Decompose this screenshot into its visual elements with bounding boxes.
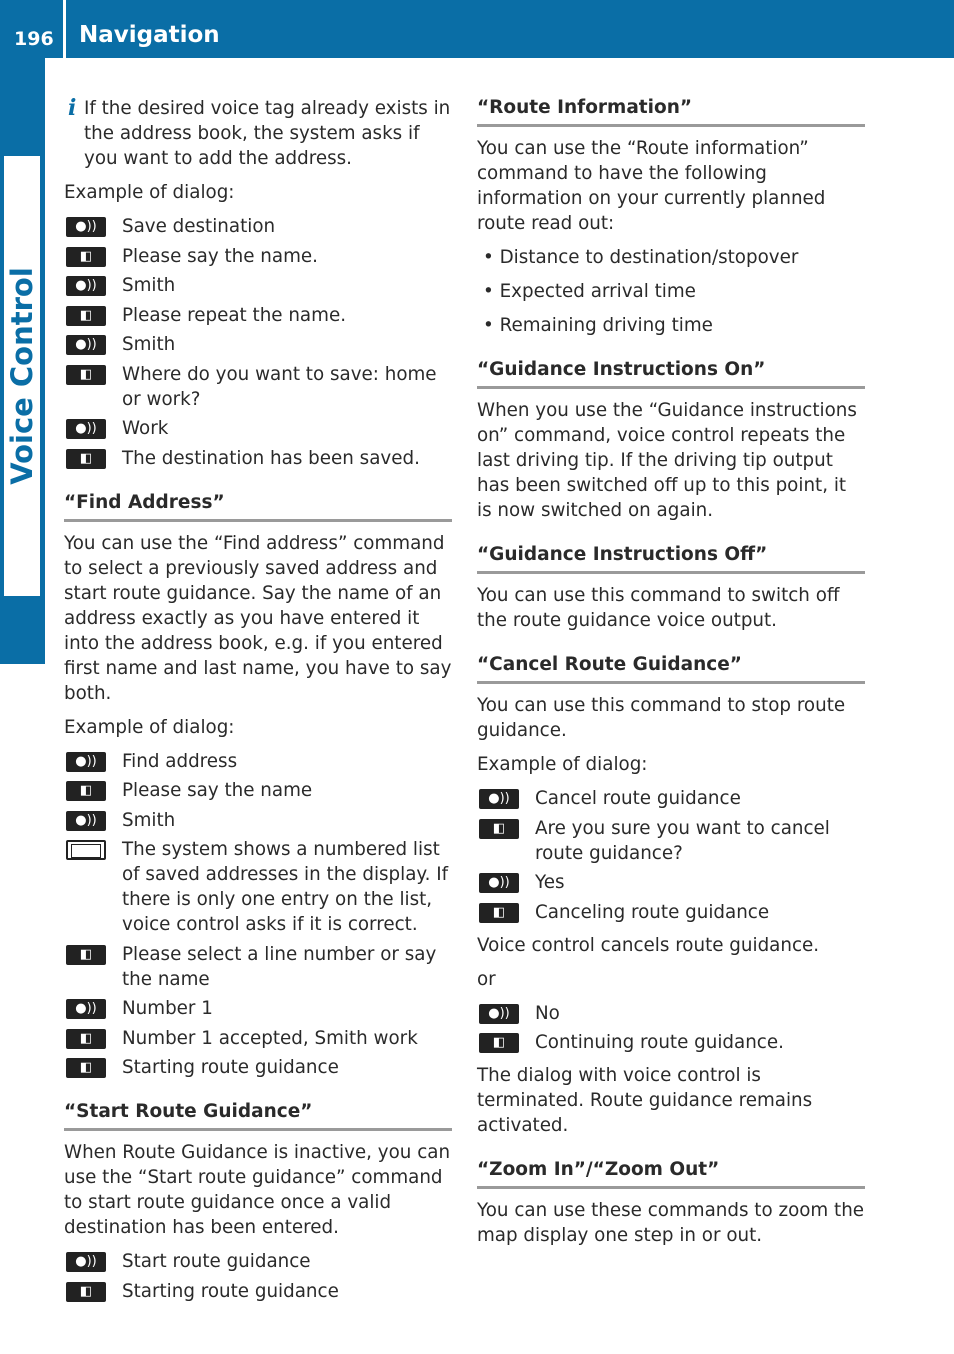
dialog-row bbox=[64, 362, 452, 412]
dialog-row bbox=[64, 332, 452, 357]
dialog-text: The system shows a numbered list of saved addresses in the display. If there is only one entry on the list, voice control asks if it is correct. bbox=[122, 839, 449, 935]
info-icon: i bbox=[68, 95, 77, 121]
speaker-output-icon: ◧ bbox=[64, 244, 122, 269]
dialog-text: Save destination bbox=[122, 216, 276, 237]
speaker-output-icon: ◧ bbox=[64, 1055, 122, 1080]
section-title-start-route: “Start Route Guidance” bbox=[64, 1100, 452, 1131]
dialog-text: Start route guidance bbox=[122, 1251, 311, 1272]
speaker-output-icon: ◧ bbox=[64, 303, 122, 328]
dialog-row bbox=[64, 1055, 452, 1080]
speaker-output-icon: ◧ bbox=[64, 1279, 122, 1304]
speaker-output-icon: ◧ bbox=[477, 816, 535, 841]
start-route-body: When Route Guidance is inactive, you can use the “Start route guidance” command to start route guidance once a valid destination has been entered. bbox=[64, 1142, 451, 1238]
dialog-text: Please repeat the name. bbox=[122, 304, 346, 326]
speaker-output-icon: ◧ bbox=[64, 446, 122, 471]
or-label: or bbox=[477, 968, 496, 990]
dialog-row bbox=[64, 1249, 452, 1274]
guidance-off-body: You can use this command to switch off the route guidance voice output. bbox=[477, 585, 840, 631]
info-note bbox=[64, 96, 452, 171]
section-title-zoom: “Zoom In”/“Zoom Out” bbox=[477, 1158, 865, 1189]
dialog-text: Smith bbox=[122, 809, 176, 831]
dialog-row bbox=[477, 1030, 865, 1055]
dialog-text: No bbox=[535, 1002, 560, 1024]
voice-command-icon: ●)) bbox=[477, 1001, 535, 1026]
section-title-cancel-route: “Cancel Route Guidance” bbox=[477, 653, 865, 684]
dialog-save-destination bbox=[64, 214, 452, 471]
dialog-row bbox=[64, 996, 452, 1021]
find-address-body: You can use the “Find address” command to select a previously saved address and start route guidance. Say the name of an address exactly as you have entered it into the address book, e.g. if you entered first name and last name, you have to say both. bbox=[64, 532, 452, 704]
dialog-text: Number 1 accepted, Smith work bbox=[122, 1027, 418, 1049]
page-number: 196 bbox=[14, 28, 54, 50]
dialog-text: Yes bbox=[535, 872, 565, 893]
dialog-row bbox=[477, 816, 865, 866]
side-tab-label: Voice Control bbox=[4, 156, 40, 596]
dialog-text: Number 1 bbox=[122, 998, 213, 1019]
dialog-text: Cancel route guidance bbox=[535, 788, 741, 809]
display-icon bbox=[64, 837, 122, 862]
route-information-list bbox=[477, 245, 865, 338]
dialog-cancel-route bbox=[477, 786, 865, 925]
dialog-text: Work bbox=[122, 418, 169, 439]
dialog-row bbox=[64, 244, 452, 269]
voice-command-icon: ●)) bbox=[64, 749, 122, 774]
cancel-route-closing: The dialog with voice control is terminated. Route guidance remains activated. bbox=[477, 1065, 813, 1136]
dialog-row bbox=[64, 837, 452, 937]
dialog-row bbox=[64, 808, 452, 833]
dialog-text: Find address bbox=[122, 750, 238, 772]
cancel-route-result: Voice control cancels route guidance. bbox=[477, 934, 820, 956]
dialog-row bbox=[64, 1026, 452, 1051]
dialog-text: Where do you want to save: home or work? bbox=[122, 363, 437, 410]
voice-command-icon: ●)) bbox=[64, 273, 122, 298]
route-information-body: You can use the “Route information” command to have the following information on your currently planned route read out: bbox=[477, 138, 826, 234]
section-title-guidance-on: “Guidance Instructions On” bbox=[477, 358, 865, 389]
left-column bbox=[64, 96, 452, 1312]
voice-command-icon: ●)) bbox=[64, 332, 122, 357]
chapter-title: Navigation bbox=[79, 22, 220, 48]
dialog-row bbox=[64, 273, 452, 298]
dialog-row bbox=[477, 786, 865, 811]
voice-command-icon: ●)) bbox=[64, 996, 122, 1021]
dialog-row bbox=[477, 1001, 865, 1026]
page-header bbox=[0, 0, 954, 58]
dialog-row bbox=[64, 214, 452, 239]
dialog-text: Smith bbox=[122, 275, 176, 296]
voice-command-icon: ●)) bbox=[64, 808, 122, 833]
voice-command-icon: ●)) bbox=[64, 416, 122, 441]
section-title-guidance-off: “Guidance Instructions Off” bbox=[477, 543, 865, 574]
list-item: • Distance to destination/stopover bbox=[477, 245, 865, 270]
speaker-output-icon: ◧ bbox=[64, 362, 122, 387]
voice-command-icon: ●)) bbox=[64, 214, 122, 239]
section-title-find-address: “Find Address” bbox=[64, 491, 452, 522]
dialog-row bbox=[64, 749, 452, 774]
dialog-text: Canceling route guidance bbox=[535, 901, 770, 923]
dialog-text: Please say the name. bbox=[122, 245, 318, 267]
header-divider bbox=[63, 0, 66, 58]
speaker-output-icon: ◧ bbox=[64, 942, 122, 967]
zoom-body: You can use these commands to zoom the map display one step in or out. bbox=[477, 1200, 865, 1246]
dialog-row bbox=[64, 1279, 452, 1304]
section-title-route-information: “Route Information” bbox=[477, 96, 865, 127]
dialog-start-route bbox=[64, 1249, 452, 1304]
dialog-text: Please say the name bbox=[122, 780, 313, 801]
dialog-text: The destination has been saved. bbox=[122, 447, 420, 469]
dialog-text: Continuing route guidance. bbox=[535, 1032, 784, 1053]
dialog-row bbox=[477, 870, 865, 895]
dialog-row bbox=[64, 778, 452, 803]
speaker-output-icon: ◧ bbox=[64, 778, 122, 803]
info-note-text: If the desired voice tag already exists in the address book, the system asks if you want to add the address. bbox=[84, 98, 451, 169]
example-label: Example of dialog: bbox=[477, 754, 648, 775]
voice-command-icon: ●)) bbox=[477, 786, 535, 811]
cancel-route-body: You can use this command to stop route guidance. bbox=[477, 695, 846, 741]
voice-command-icon: ●)) bbox=[477, 870, 535, 895]
speaker-output-icon: ◧ bbox=[64, 1026, 122, 1051]
example-label: Example of dialog: bbox=[64, 716, 235, 738]
dialog-row bbox=[64, 446, 452, 471]
dialog-text: Starting route guidance bbox=[122, 1280, 339, 1302]
dialog-text: Starting route guidance bbox=[122, 1057, 339, 1078]
right-column bbox=[477, 96, 865, 1257]
dialog-row bbox=[64, 416, 452, 441]
guidance-on-body: When you use the “Guidance instructions on” command, voice control repeats the last driving tip. If the driving tip output has been switched off up to this point, it is now switched on again. bbox=[477, 400, 857, 521]
dialog-continue-route bbox=[477, 1001, 865, 1056]
example-label: Example of dialog: bbox=[64, 182, 235, 203]
speaker-output-icon: ◧ bbox=[477, 900, 535, 925]
dialog-find-address bbox=[64, 749, 452, 1081]
dialog-row bbox=[64, 303, 452, 328]
dialog-text: Smith bbox=[122, 334, 176, 355]
dialog-row bbox=[64, 942, 452, 992]
dialog-text: Are you sure you want to cancel route guidance? bbox=[535, 817, 830, 864]
list-item: • Expected arrival time bbox=[477, 279, 865, 304]
list-item: • Remaining driving time bbox=[477, 313, 865, 338]
dialog-row bbox=[477, 900, 865, 925]
voice-command-icon: ●)) bbox=[64, 1249, 122, 1274]
speaker-output-icon: ◧ bbox=[477, 1030, 535, 1055]
dialog-text: Please select a line number or say the name bbox=[122, 943, 437, 990]
